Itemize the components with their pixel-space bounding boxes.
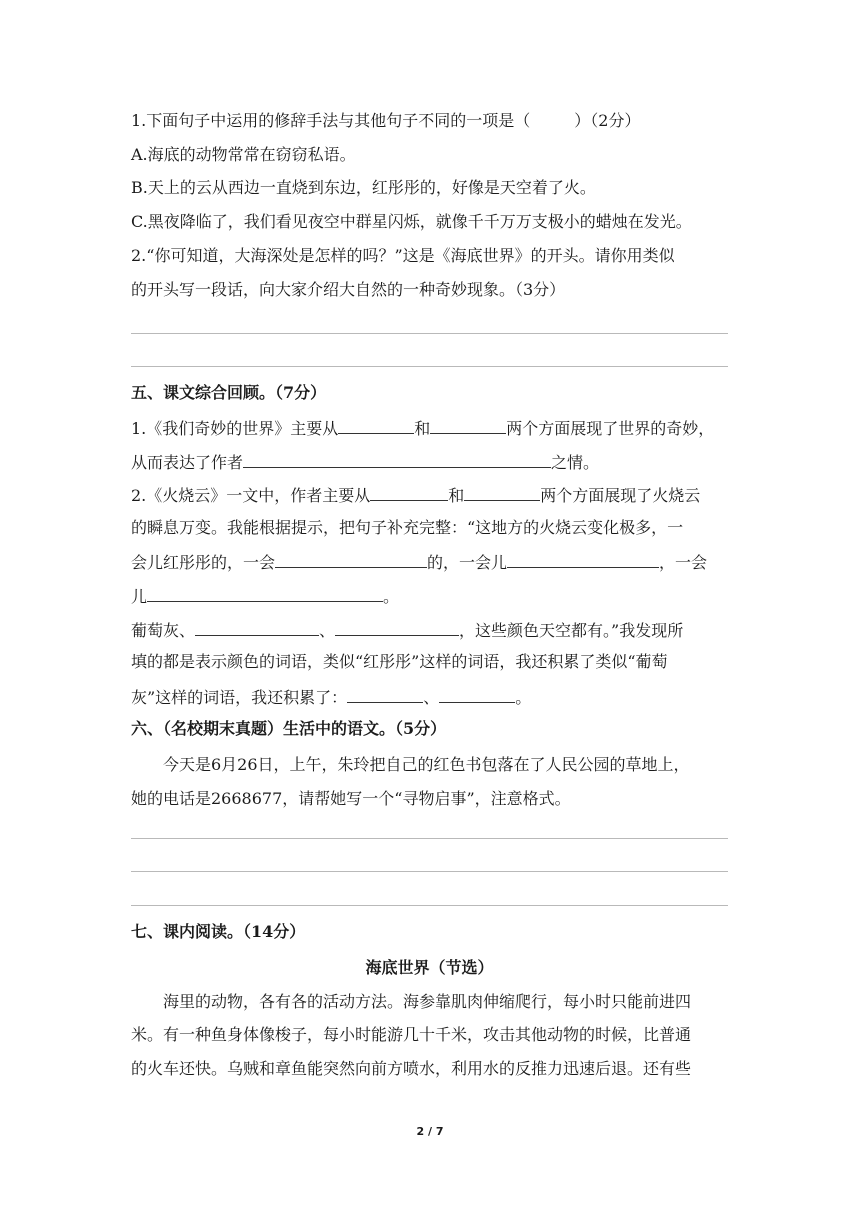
- fill-blank[interactable]: [464, 484, 540, 501]
- section5-q1-line1: 1.《我们奇妙的世界》主要从 和 两个方面展现了世界的奇妙，: [131, 419, 715, 438]
- fill-blank[interactable]: [439, 686, 515, 703]
- answer-line[interactable]: [131, 366, 728, 367]
- section6-heading: 六、（名校期末真题）生活中的语文。（5分）: [131, 719, 447, 738]
- section5-q2-line3: 会儿红彤彤的，一会 的，一会儿 ，一会: [131, 553, 708, 572]
- fill-blank[interactable]: [430, 417, 506, 434]
- fill-blank[interactable]: [147, 585, 383, 602]
- section7-heading: 七、课内阅读。（14分）: [131, 922, 306, 941]
- answer-line[interactable]: [131, 871, 728, 872]
- fill-blank[interactable]: [338, 417, 414, 434]
- section6-line2: 她的电话是2668677，请帮她写一个“寻物启事”，注意格式。: [131, 789, 571, 808]
- section5-q2-line7: 灰”这样的词语，我还积累了： 、 。: [131, 688, 532, 707]
- section5-q2-line2: 的瞬息万变。我能根据提示，把句子补充完整：“这地方的火烧云变化极多，一: [131, 518, 684, 537]
- fill-blank[interactable]: [507, 551, 659, 568]
- section5-q2-line5: 葡萄灰、 、 ，这些颜色天空都有。”我发现所: [131, 621, 684, 640]
- answer-line[interactable]: [131, 838, 728, 839]
- fill-blank[interactable]: [347, 686, 423, 703]
- q4-option-b: B.天上的云从西边一直烧到东边，红彤彤的，好像是天空着了火。: [131, 178, 596, 197]
- answer-line[interactable]: [131, 905, 728, 906]
- section5-heading: 五、课文综合回顾。（7分）: [131, 383, 327, 402]
- answer-line[interactable]: [131, 333, 728, 334]
- q4-option-c: C.黑夜降临了，我们看见夜空中群星闪烁，就像千千万万支极小的蜡烛在发光。: [131, 212, 692, 231]
- passage-line2: 米。有一种鱼身体像梭子，每小时能游几十千米，攻击其他动物的时候，比普通: [131, 1025, 692, 1044]
- q4-item2-line2: 的开头写一段话，向大家介绍大自然的一种奇妙现象。（3分）: [131, 280, 566, 299]
- passage-title: 海底世界（节选）: [365, 958, 494, 977]
- fill-blank[interactable]: [370, 484, 448, 501]
- section5-q2-line6: 填的都是表示颜色的词语，类似“红彤彤”这样的词语，我还积累了类似“葡萄: [131, 652, 668, 671]
- page-number: 2 / 7: [416, 1125, 444, 1138]
- fill-blank[interactable]: [335, 619, 459, 636]
- q4-item1: 1.下面句子中运用的修辞手法与其他句子不同的一项是（ ）（2分）: [131, 111, 641, 130]
- section6-line1: 今天是6月26日，上午，朱玲把自己的红色书包落在了人民公园的草地上，: [163, 755, 690, 774]
- passage-line3: 的火车还快。乌贼和章鱼能突然向前方喷水，利用水的反推力迅速后退。还有些: [131, 1059, 692, 1078]
- fill-blank[interactable]: [195, 619, 319, 636]
- passage-line1: 海里的动物，各有各的活动方法。海参靠肌肉伸缩爬行，每小时只能前进四: [163, 992, 692, 1011]
- section5-q2-line4: 儿 。: [131, 587, 400, 606]
- fill-blank[interactable]: [243, 451, 551, 468]
- fill-blank[interactable]: [275, 551, 427, 568]
- section5-q1-line2: 从而表达了作者 之情。: [131, 453, 600, 472]
- q4-option-a: A.海底的动物常常在窃窃私语。: [131, 145, 356, 164]
- section5-q2-line1: 2.《火烧云》一文中，作者主要从 和 两个方面展现了火烧云: [131, 486, 701, 505]
- q4-item2-line1: 2.“你可知道，大海深处是怎样的吗？”这是《海底世界》的开头。请你用类似: [131, 246, 675, 265]
